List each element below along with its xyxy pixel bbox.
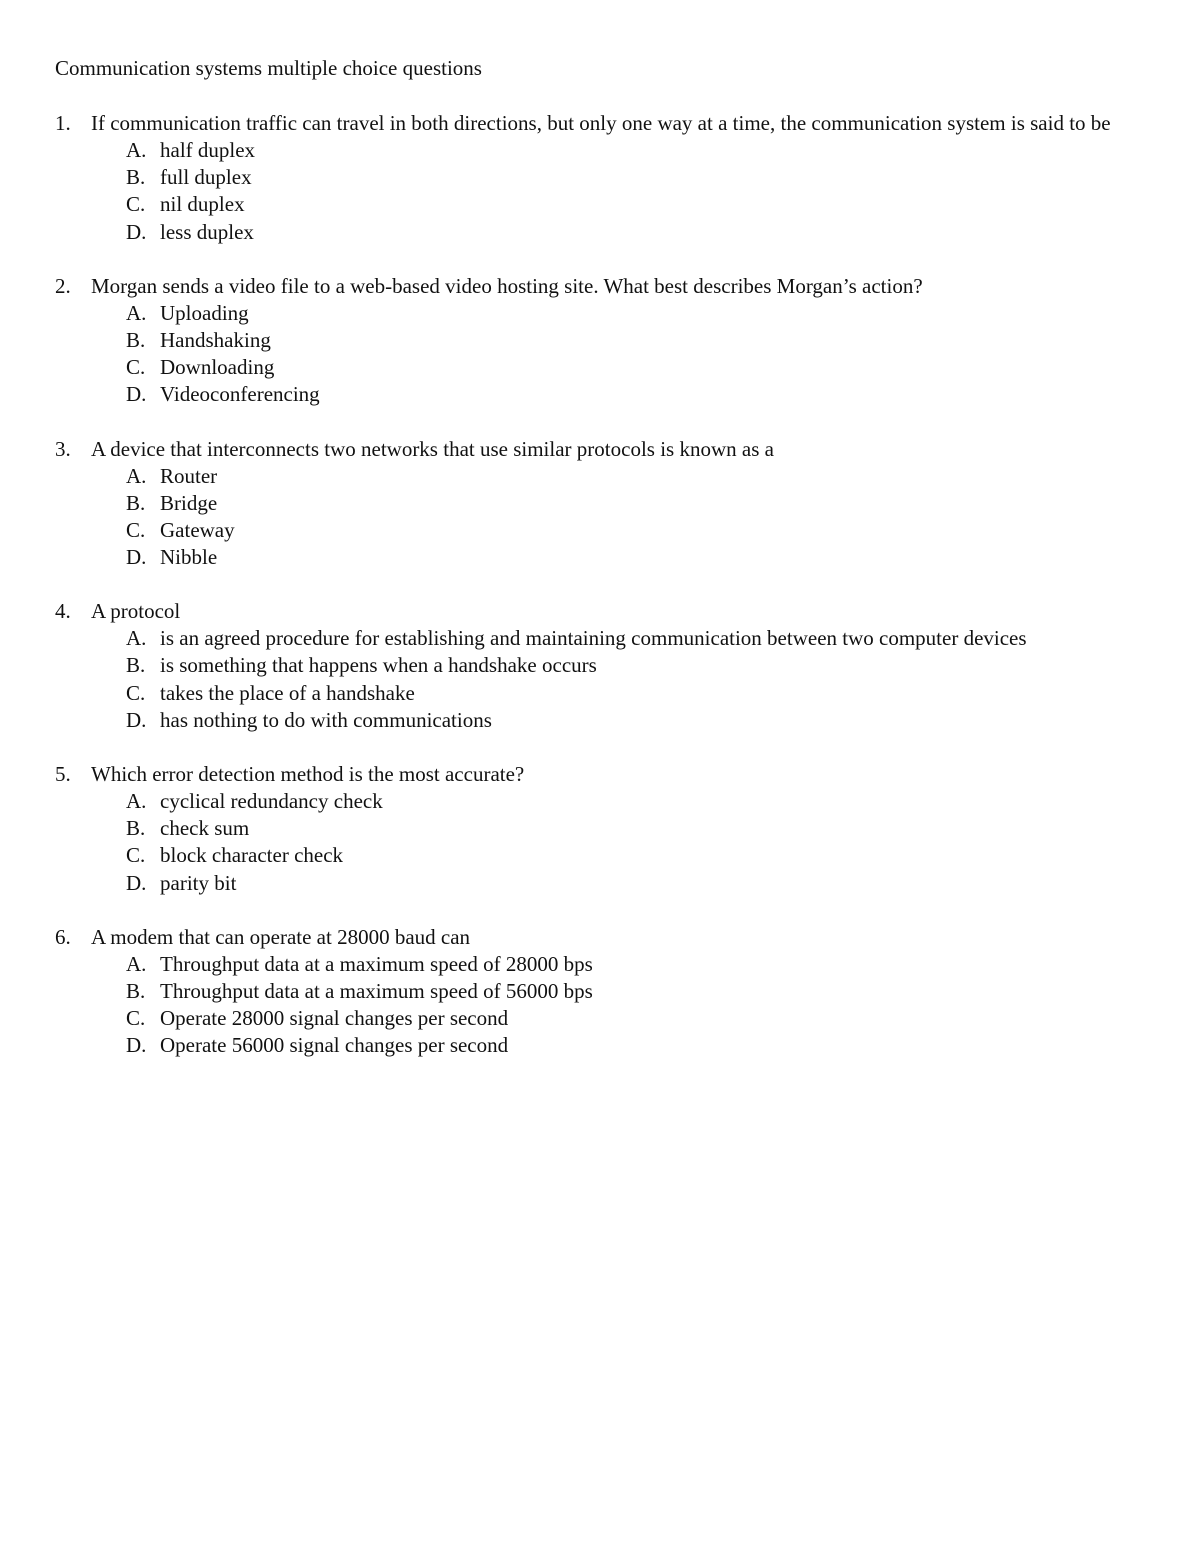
- option-d: [55, 870, 1155, 897]
- option-d: [55, 1032, 1155, 1059]
- option-d: [55, 707, 1155, 734]
- option-letter: A.: [126, 463, 147, 488]
- option-text: Throughput data at a maximum speed of 56000 bps: [160, 978, 593, 1003]
- option-d: [55, 544, 1155, 571]
- option-d: [55, 381, 1155, 408]
- option-text: Uploading: [160, 300, 249, 325]
- option-letter: B.: [126, 490, 146, 515]
- question-text: Morgan sends a video file to a web-based video hosting site. What best describes Morgan’s action?: [91, 273, 923, 298]
- question-5: [55, 761, 1155, 897]
- option-list: [55, 137, 1155, 246]
- option-b: [55, 978, 1155, 1005]
- option-letter: C.: [126, 1006, 146, 1031]
- option-a: [55, 788, 1155, 815]
- question-number: 6.: [55, 924, 71, 949]
- option-text: is an agreed procedure for establishing and maintaining communication between two computer devices: [160, 626, 1027, 651]
- option-c: [55, 842, 1155, 869]
- option-text: Videoconferencing: [160, 382, 320, 407]
- option-a: [55, 951, 1155, 978]
- option-letter: B.: [126, 327, 146, 352]
- option-text: Nibble: [160, 545, 218, 570]
- option-letter: B.: [126, 978, 146, 1003]
- option-letter: C.: [126, 843, 146, 868]
- option-text: parity bit: [160, 870, 237, 895]
- option-letter: D.: [126, 870, 147, 895]
- option-list: [55, 300, 1155, 409]
- option-text: Operate 28000 signal changes per second: [160, 1006, 509, 1031]
- option-text: nil duplex: [160, 192, 245, 217]
- option-text: Bridge: [160, 490, 218, 515]
- option-text: check sum: [160, 816, 250, 841]
- option-text: cyclical redundancy check: [160, 789, 383, 813]
- option-text: Gateway: [160, 517, 235, 542]
- option-text: block character check: [160, 843, 344, 868]
- option-letter: B.: [126, 653, 146, 678]
- option-text: Handshaking: [160, 327, 271, 352]
- option-letter: D.: [126, 382, 147, 407]
- option-text: Operate 56000 signal changes per second: [160, 1033, 509, 1058]
- option-list: [55, 951, 1155, 1060]
- option-list: [55, 625, 1155, 734]
- question-6: [55, 924, 1155, 1060]
- question-number: 1.: [55, 111, 71, 135]
- option-text: full duplex: [160, 165, 252, 190]
- question-2: [55, 273, 1155, 409]
- option-letter: A.: [126, 138, 147, 162]
- question-text: If communication traffic can travel in both directions, but only one way at a time, the communication system is said to be: [91, 111, 1111, 135]
- question-1: [55, 110, 1155, 246]
- option-b: [55, 327, 1155, 354]
- question-text: A modem that can operate at 28000 baud can: [91, 924, 471, 949]
- option-letter: B.: [126, 816, 146, 841]
- option-letter: A.: [126, 789, 147, 813]
- option-c: [55, 191, 1155, 218]
- option-d: [55, 219, 1155, 246]
- option-a: [55, 137, 1155, 164]
- option-letter: D.: [126, 707, 147, 732]
- option-text: less duplex: [160, 219, 254, 244]
- option-letter: C.: [126, 680, 146, 705]
- option-a: [55, 300, 1155, 327]
- option-c: [55, 517, 1155, 544]
- option-list: [55, 788, 1155, 897]
- question-number: 2.: [55, 273, 71, 298]
- option-c: [55, 680, 1155, 707]
- option-b: [55, 490, 1155, 517]
- option-letter: A.: [126, 626, 147, 651]
- option-c: [55, 1005, 1155, 1032]
- option-a: [55, 625, 1155, 652]
- document-title: Communication systems multiple choice questions: [55, 56, 482, 80]
- question-text: A device that interconnects two networks that use similar protocols is known as a: [91, 436, 774, 461]
- option-letter: C.: [126, 517, 146, 542]
- option-text: Downloading: [160, 355, 275, 380]
- option-b: [55, 164, 1155, 191]
- option-b: [55, 652, 1155, 679]
- option-letter: D.: [126, 1033, 147, 1058]
- option-c: [55, 354, 1155, 381]
- question-number: 5.: [55, 762, 71, 786]
- question-number: 3.: [55, 436, 71, 461]
- option-letter: A.: [126, 951, 147, 976]
- option-text: half duplex: [160, 138, 256, 162]
- question-3: [55, 436, 1155, 572]
- option-text: takes the place of a handshake: [160, 680, 415, 705]
- option-letter: C.: [126, 192, 146, 217]
- option-letter: D.: [126, 545, 147, 570]
- option-text: is something that happens when a handshake occurs: [160, 653, 597, 678]
- option-b: [55, 815, 1155, 842]
- option-letter: B.: [126, 165, 146, 190]
- option-letter: A.: [126, 300, 147, 325]
- option-text: Throughput data at a maximum speed of 28000 bps: [160, 951, 593, 976]
- option-list: [55, 463, 1155, 572]
- option-letter: D.: [126, 219, 147, 244]
- option-letter: C.: [126, 355, 146, 380]
- question-4: [55, 598, 1155, 734]
- option-a: [55, 463, 1155, 490]
- question-text: A protocol: [91, 599, 181, 624]
- question-number: 4.: [55, 599, 71, 624]
- option-text: Router: [160, 463, 218, 488]
- question-text: Which error detection method is the most accurate?: [91, 762, 525, 786]
- document-page: [55, 55, 1155, 1087]
- option-text: has nothing to do with communications: [160, 707, 492, 732]
